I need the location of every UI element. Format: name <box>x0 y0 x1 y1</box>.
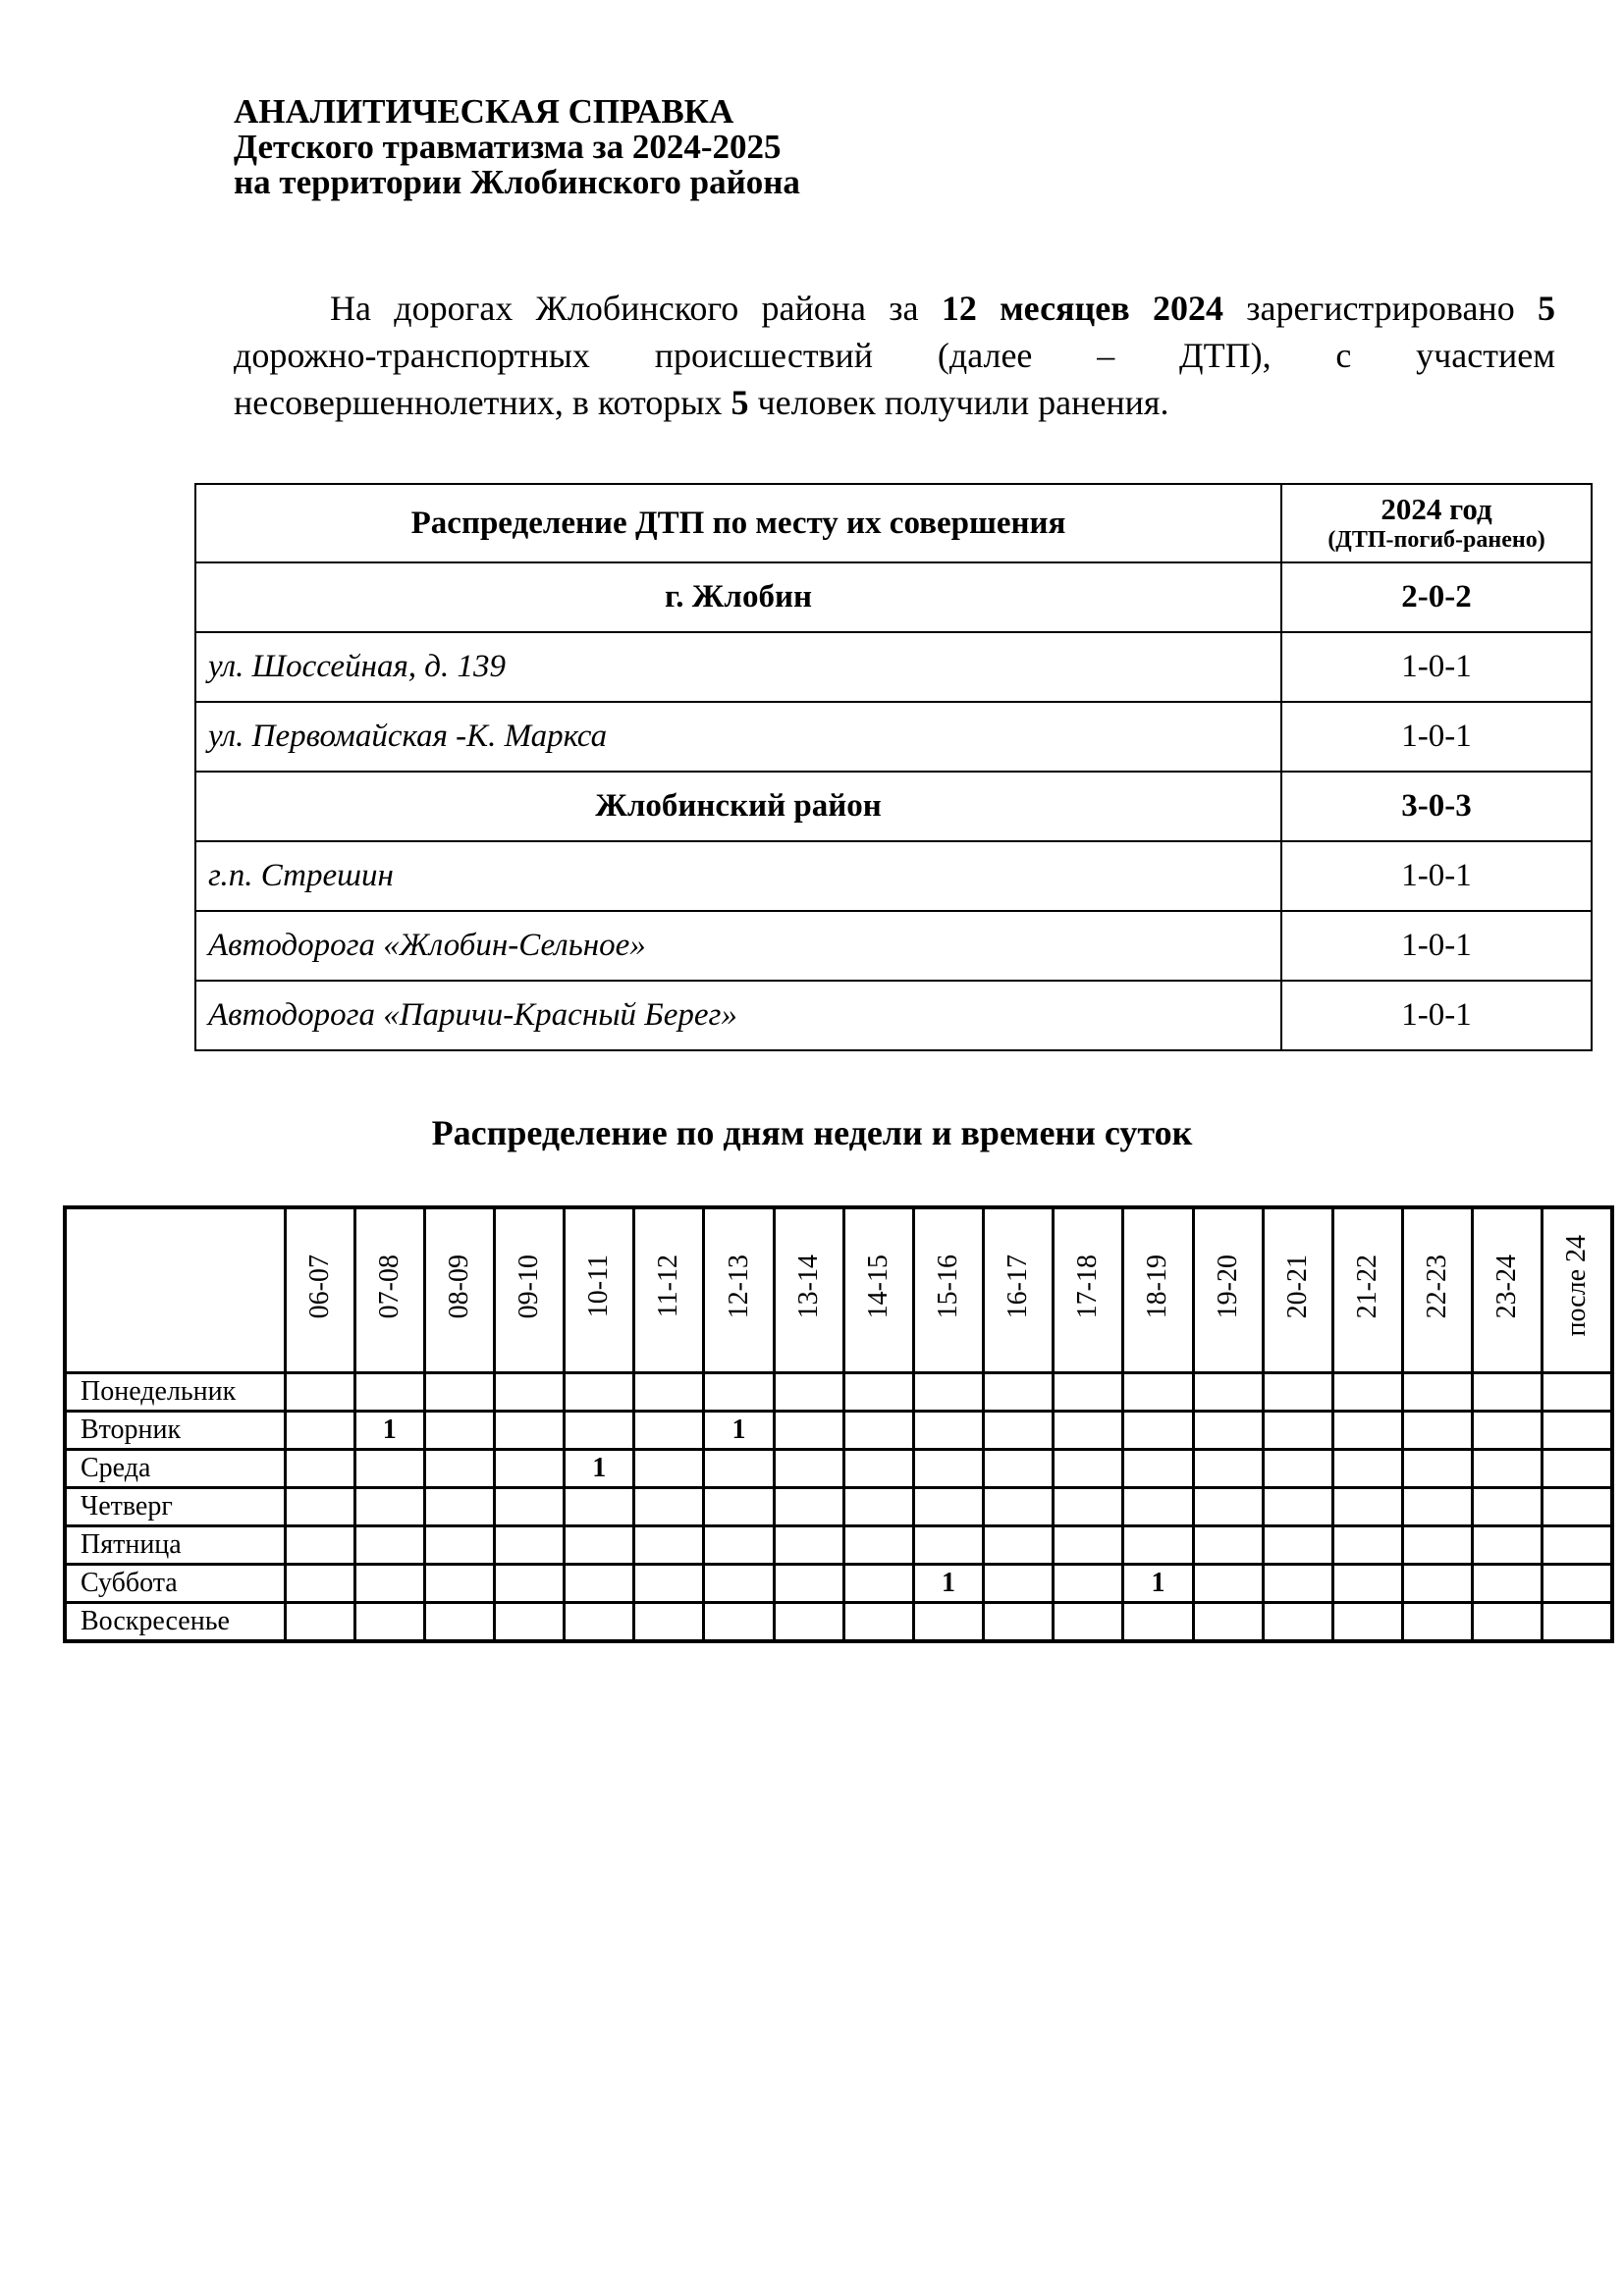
hour-header <box>1473 1207 1543 1372</box>
count-cell <box>1054 1525 1123 1564</box>
count-cell <box>285 1525 354 1564</box>
hour-label: 23-24 <box>1491 1254 1523 1318</box>
location-stats: 1-0-1 <box>1281 841 1592 911</box>
hour-label: 15-16 <box>932 1254 963 1318</box>
location-name: Автодорога «Паричи-Красный Берег» <box>195 981 1281 1050</box>
hour-header <box>494 1207 564 1372</box>
intro-accident-count: 5 <box>1538 289 1555 328</box>
count-cell <box>984 1602 1054 1641</box>
count-cell <box>1123 1602 1193 1641</box>
count-cell <box>634 1525 704 1564</box>
count-cell <box>1054 1372 1123 1411</box>
count-cell <box>354 1602 424 1641</box>
count-cell: 1 <box>1123 1564 1193 1602</box>
count-cell: 1 <box>913 1564 983 1602</box>
hour-label: 07-08 <box>373 1254 405 1318</box>
count-cell <box>704 1487 774 1525</box>
location-stats: 2-0-2 <box>1281 562 1592 632</box>
hour-header <box>774 1207 843 1372</box>
count-cell <box>984 1449 1054 1487</box>
count-cell <box>354 1487 424 1525</box>
location-stats: 1-0-1 <box>1281 911 1592 981</box>
count-cell <box>494 1372 564 1411</box>
intro-period: 12 месяцев 2024 <box>941 289 1223 328</box>
hour-label: 19-20 <box>1212 1254 1243 1318</box>
document-title <box>234 94 800 200</box>
count-cell <box>843 1564 913 1602</box>
hour-label: 09-10 <box>514 1254 545 1318</box>
location-group-row <box>195 772 1592 841</box>
count-cell <box>984 1564 1054 1602</box>
count-cell <box>774 1602 843 1641</box>
count-cell <box>843 1602 913 1641</box>
count-cell <box>1332 1487 1402 1525</box>
year-sublabel: (ДТП-погиб-ранено) <box>1327 527 1545 553</box>
hour-header <box>1403 1207 1473 1372</box>
hour-label: 12-13 <box>723 1254 754 1318</box>
count-cell <box>634 1487 704 1525</box>
count-cell <box>1473 1602 1543 1641</box>
count-cell <box>1193 1487 1263 1525</box>
count-cell <box>424 1411 494 1449</box>
location-table-header <box>195 484 1592 562</box>
day-name: Вторник <box>65 1411 285 1449</box>
count-cell <box>634 1372 704 1411</box>
hour-label: 08-09 <box>443 1254 474 1318</box>
count-cell <box>1403 1487 1473 1525</box>
count-cell <box>1473 1372 1543 1411</box>
location-name: г.п. Стрешин <box>195 841 1281 911</box>
hour-header <box>354 1207 424 1372</box>
hour-label: 10-11 <box>583 1255 615 1318</box>
count-cell <box>285 1487 354 1525</box>
count-cell: 1 <box>354 1411 424 1449</box>
count-cell <box>913 1525 983 1564</box>
intro-text: зарегистрировано <box>1223 289 1538 328</box>
count-cell <box>1054 1602 1123 1641</box>
count-cell <box>1403 1525 1473 1564</box>
count-cell <box>1403 1602 1473 1641</box>
count-cell <box>494 1525 564 1564</box>
count-cell <box>1473 1487 1543 1525</box>
hour-header <box>913 1207 983 1372</box>
hour-header <box>1332 1207 1402 1372</box>
count-cell <box>1054 1449 1123 1487</box>
count-cell <box>1543 1525 1612 1564</box>
count-cell <box>354 1449 424 1487</box>
hour-header <box>565 1207 634 1372</box>
hour-label: 14-15 <box>862 1254 893 1318</box>
count-cell <box>984 1411 1054 1449</box>
count-cell <box>634 1602 704 1641</box>
count-cell <box>774 1372 843 1411</box>
count-cell <box>1193 1564 1263 1602</box>
count-cell <box>843 1372 913 1411</box>
count-cell <box>565 1372 634 1411</box>
count-cell <box>494 1602 564 1641</box>
count-cell: 1 <box>565 1449 634 1487</box>
count-cell <box>1123 1411 1193 1449</box>
count-cell <box>1054 1487 1123 1525</box>
hour-header <box>984 1207 1054 1372</box>
count-cell <box>1263 1602 1332 1641</box>
count-cell <box>913 1372 983 1411</box>
count-cell <box>913 1602 983 1641</box>
hour-label: 11-12 <box>653 1255 684 1318</box>
count-cell <box>1473 1564 1543 1602</box>
count-cell <box>565 1411 634 1449</box>
count-cell <box>774 1564 843 1602</box>
count-cell <box>1123 1487 1193 1525</box>
count-cell <box>1193 1372 1263 1411</box>
count-cell <box>424 1564 494 1602</box>
location-name: ул. Шоссейная, д. 139 <box>195 632 1281 702</box>
day-row <box>65 1372 1612 1411</box>
hour-label: 17-18 <box>1072 1254 1104 1318</box>
title-line-3: на территории Жлобинского района <box>234 163 800 201</box>
hour-header <box>424 1207 494 1372</box>
count-cell <box>1332 1602 1402 1641</box>
hour-label: 16-17 <box>1002 1254 1034 1318</box>
title-line-1: АНАЛИТИЧЕСКАЯ СПРАВКА <box>234 92 734 131</box>
count-cell <box>1193 1411 1263 1449</box>
count-cell <box>1123 1525 1193 1564</box>
intro-text: дорожно-транспортных происшествий (далее – ДТП), с участием несовершеннолетних, в которых <box>234 336 1555 422</box>
location-stats: 1-0-1 <box>1281 702 1592 772</box>
count-cell <box>1403 1411 1473 1449</box>
location-table <box>194 483 1593 1051</box>
count-cell <box>354 1525 424 1564</box>
hour-header <box>285 1207 354 1372</box>
location-stats: 3-0-3 <box>1281 772 1592 841</box>
hour-label: 18-19 <box>1142 1254 1173 1318</box>
location-row <box>195 702 1592 772</box>
hour-header <box>1193 1207 1263 1372</box>
count-cell <box>285 1372 354 1411</box>
intro-paragraph <box>234 285 1555 426</box>
count-cell <box>354 1372 424 1411</box>
day-name: Пятница <box>65 1525 285 1564</box>
count-cell <box>1193 1602 1263 1641</box>
hour-header <box>1123 1207 1193 1372</box>
day-name: Среда <box>65 1449 285 1487</box>
count-cell <box>1263 1372 1332 1411</box>
count-cell <box>1263 1564 1332 1602</box>
day-row <box>65 1525 1612 1564</box>
count-cell <box>494 1564 564 1602</box>
count-cell <box>1123 1449 1193 1487</box>
count-cell <box>1543 1602 1612 1641</box>
location-stats: 1-0-1 <box>1281 981 1592 1050</box>
hour-header <box>704 1207 774 1372</box>
count-cell <box>704 1525 774 1564</box>
corner-cell <box>65 1207 285 1372</box>
hour-header <box>1054 1207 1123 1372</box>
schedule-header-row <box>65 1207 1612 1372</box>
count-cell <box>1263 1525 1332 1564</box>
count-cell <box>1543 1411 1612 1449</box>
count-cell <box>1263 1449 1332 1487</box>
intro-text: На дорогах Жлобинского района за <box>330 289 942 328</box>
day-name: Суббота <box>65 1564 285 1602</box>
count-cell <box>1543 1487 1612 1525</box>
count-cell: 1 <box>704 1411 774 1449</box>
count-cell <box>354 1564 424 1602</box>
count-cell <box>774 1449 843 1487</box>
count-cell <box>843 1525 913 1564</box>
location-row <box>195 981 1592 1050</box>
year-col-header <box>1281 484 1592 562</box>
count-cell <box>1054 1564 1123 1602</box>
count-cell <box>1332 1372 1402 1411</box>
count-cell <box>565 1525 634 1564</box>
hour-header <box>843 1207 913 1372</box>
hour-header <box>634 1207 704 1372</box>
count-cell <box>984 1487 1054 1525</box>
count-cell <box>913 1411 983 1449</box>
count-cell <box>565 1564 634 1602</box>
count-cell <box>424 1602 494 1641</box>
count-cell <box>774 1411 843 1449</box>
count-cell <box>1332 1411 1402 1449</box>
count-cell <box>1403 1564 1473 1602</box>
count-cell <box>285 1564 354 1602</box>
count-cell <box>704 1372 774 1411</box>
schedule-table <box>63 1205 1614 1643</box>
count-cell <box>1332 1525 1402 1564</box>
count-cell <box>1543 1449 1612 1487</box>
location-name: Автодорога «Жлобин-Сельное» <box>195 911 1281 981</box>
count-cell <box>984 1372 1054 1411</box>
count-cell <box>494 1449 564 1487</box>
count-cell <box>494 1487 564 1525</box>
count-cell <box>1543 1564 1612 1602</box>
day-row <box>65 1602 1612 1641</box>
year-label: 2024 год <box>1380 492 1492 526</box>
day-name: Четверг <box>65 1487 285 1525</box>
count-cell <box>1123 1372 1193 1411</box>
count-cell <box>774 1487 843 1525</box>
count-cell <box>843 1411 913 1449</box>
day-row <box>65 1449 1612 1487</box>
day-name: Воскресенье <box>65 1602 285 1641</box>
count-cell <box>913 1487 983 1525</box>
count-cell <box>1473 1525 1543 1564</box>
hour-label: 13-14 <box>792 1254 824 1318</box>
title-line-2: Детского травматизма за 2024-2025 <box>234 128 782 166</box>
hour-label: 21-22 <box>1351 1254 1382 1318</box>
location-name: ул. Первомайская -К. Маркса <box>195 702 1281 772</box>
count-cell <box>285 1411 354 1449</box>
count-cell <box>634 1411 704 1449</box>
count-cell <box>1543 1372 1612 1411</box>
count-cell <box>424 1372 494 1411</box>
count-cell <box>565 1602 634 1641</box>
hour-label: 06-07 <box>303 1254 335 1318</box>
schedule-title: Распределение по дням недели и времени суток <box>431 1113 1193 1152</box>
count-cell <box>1193 1449 1263 1487</box>
count-cell <box>1332 1449 1402 1487</box>
count-cell <box>1332 1564 1402 1602</box>
location-group-row <box>195 562 1592 632</box>
count-cell <box>1473 1449 1543 1487</box>
count-cell <box>634 1564 704 1602</box>
count-cell <box>843 1449 913 1487</box>
hour-header <box>1263 1207 1332 1372</box>
location-name: г. Жлобин <box>195 562 1281 632</box>
count-cell <box>424 1487 494 1525</box>
count-cell <box>704 1602 774 1641</box>
count-cell <box>1473 1411 1543 1449</box>
location-col-header: Распределение ДТП по месту их совершения <box>195 484 1281 562</box>
hour-label: после 24 <box>1561 1235 1593 1337</box>
count-cell <box>424 1449 494 1487</box>
count-cell <box>424 1525 494 1564</box>
count-cell <box>1263 1411 1332 1449</box>
location-row <box>195 632 1592 702</box>
count-cell <box>1403 1449 1473 1487</box>
hour-label: 22-23 <box>1422 1254 1453 1318</box>
count-cell <box>1403 1372 1473 1411</box>
count-cell <box>984 1525 1054 1564</box>
count-cell <box>634 1449 704 1487</box>
location-row <box>195 841 1592 911</box>
hour-label: 20-21 <box>1281 1254 1313 1318</box>
day-row <box>65 1564 1612 1602</box>
count-cell <box>843 1487 913 1525</box>
count-cell <box>1054 1411 1123 1449</box>
location-row <box>195 911 1592 981</box>
count-cell <box>565 1487 634 1525</box>
count-cell <box>704 1564 774 1602</box>
location-stats: 1-0-1 <box>1281 632 1592 702</box>
count-cell <box>1193 1525 1263 1564</box>
location-name: Жлобинский район <box>195 772 1281 841</box>
day-name: Понедельник <box>65 1372 285 1411</box>
count-cell <box>704 1449 774 1487</box>
intro-injured-count: 5 <box>731 383 749 422</box>
count-cell <box>494 1411 564 1449</box>
count-cell <box>1263 1487 1332 1525</box>
count-cell <box>774 1525 843 1564</box>
day-row <box>65 1487 1612 1525</box>
count-cell <box>285 1449 354 1487</box>
count-cell <box>913 1449 983 1487</box>
day-row <box>65 1411 1612 1449</box>
count-cell <box>285 1602 354 1641</box>
intro-text: человек получили ранения. <box>748 383 1169 422</box>
hour-header <box>1543 1207 1612 1372</box>
